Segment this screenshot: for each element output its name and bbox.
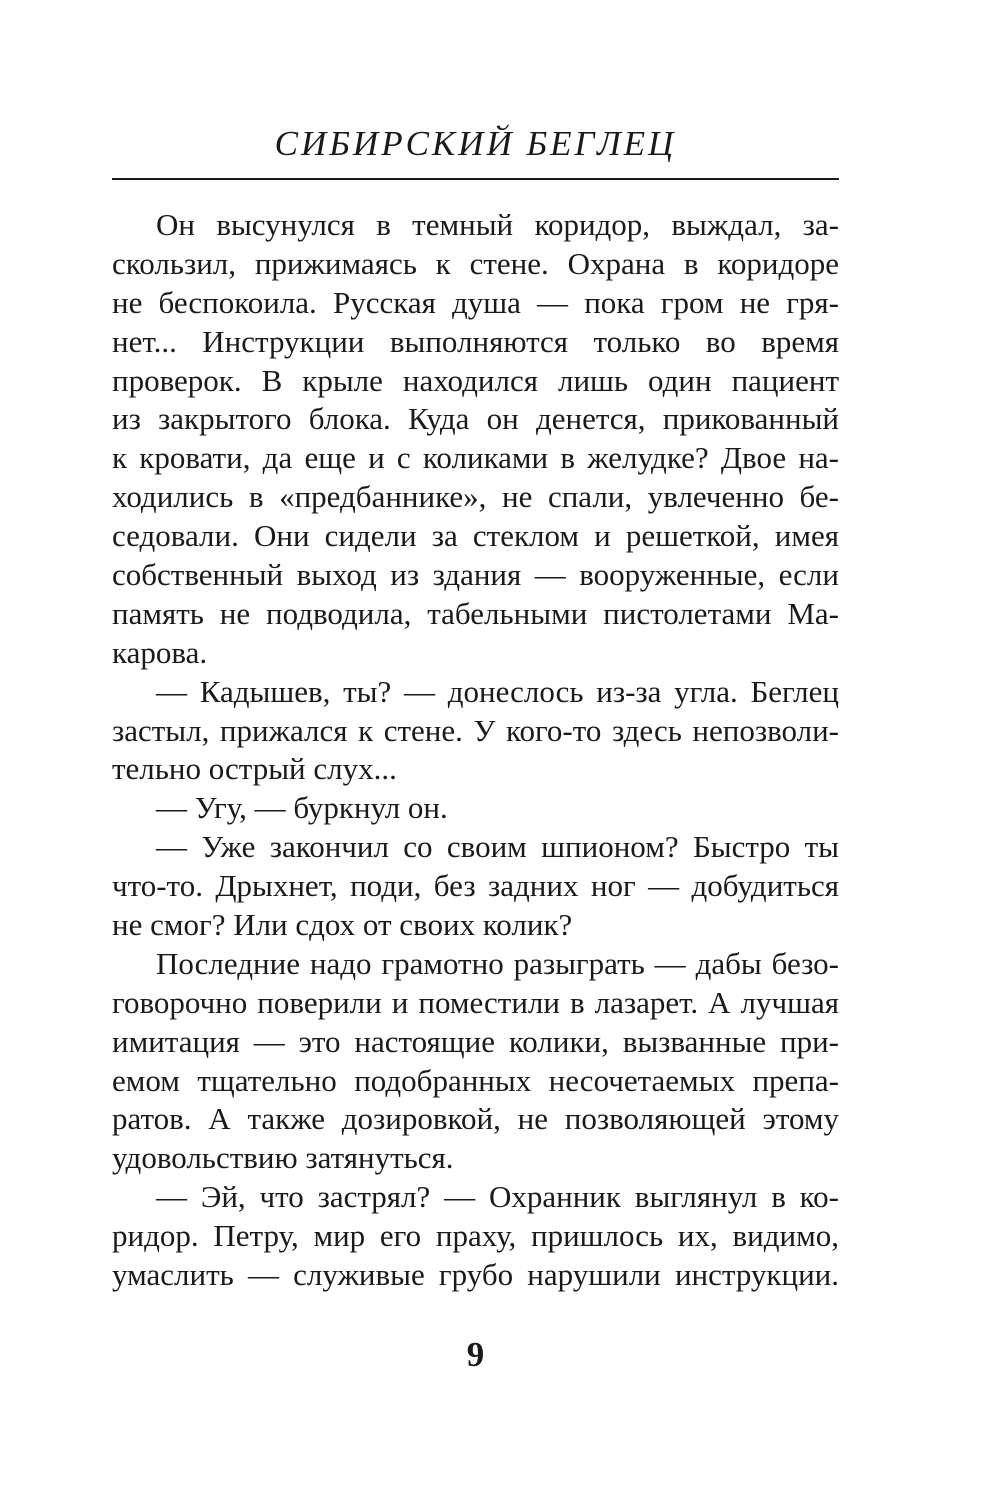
- page-number: 9: [466, 1335, 485, 1374]
- text-line: карова.: [112, 634, 208, 670]
- text-line: говорочно поверили и поместили в лазарет. А лучшая: [112, 984, 839, 1020]
- text-line: седовали. Они сидели за стеклом и решеткой, имея: [112, 518, 839, 554]
- text-line: емом тщательно подобранных несочетаемых препа-: [112, 1062, 839, 1098]
- text-line: проверок. В крыле находился лишь один пациент: [112, 362, 839, 398]
- text-line: нет... Инструкции выполняются только во время: [112, 323, 839, 359]
- text-line: Последние надо грамотно разыграть — дабы безо-: [156, 945, 839, 981]
- text-line: застыл, прижался к стене. У кого-то здесь непозволи-: [112, 712, 839, 748]
- text-line: — Угу, — буркнул он.: [156, 790, 448, 826]
- text-line: собственный выход из здания — вооруженные, если: [112, 557, 839, 593]
- text-line: память не подводила, табельными пистолетами Ма-: [112, 595, 839, 631]
- text-line: тельно острый слух...: [112, 751, 397, 787]
- body-text: [112, 206, 839, 1295]
- text-line: к кровати, да еще и с коликами в желудке? Двое на-: [112, 440, 839, 476]
- text-line: что-то. Дрыхнет, поди, без задних ног — добудиться: [112, 868, 839, 904]
- text-line: скользил, прижимаясь к стене. Охрана в коридоре: [112, 245, 839, 281]
- text-line: ратов. А также дозировкой, не позволяющей этому: [112, 1101, 839, 1137]
- text-line: — Уже закончил со своим шпионом? Быстро ты: [156, 829, 839, 865]
- text-line: имитация — это настоящие колики, вызванные при-: [112, 1023, 839, 1059]
- text-line: из закрытого блока. Куда он денется, прикованный: [112, 401, 839, 437]
- text-line: удовольствию затянуться.: [112, 1140, 454, 1176]
- header-rule: [112, 178, 839, 180]
- text-line: — Кадышев, ты? — донеслось из-за угла. Беглец: [156, 673, 839, 709]
- text-line: не беспокоила. Русская душа — пока гром не гря-: [112, 284, 839, 320]
- text-line: Он высунулся в темный коридор, выждал, за-: [156, 207, 839, 242]
- text-line: — Эй, что застрял? — Охранник выглянул в ко-: [156, 1179, 839, 1215]
- text-line: ридор. Петру, мир его праху, пришлось их, видимо,: [112, 1218, 839, 1254]
- running-head-title: СИБИРСКИЙ БЕГЛЕЦ: [274, 124, 677, 163]
- text-line: ходились в «предбаннике», не спали, увлеченно бе-: [112, 479, 839, 515]
- text-line: умаслить — служивые грубо нарушили инструкции.: [112, 1257, 839, 1293]
- text-line: не смог? Или сдох от своих колик?: [112, 907, 573, 943]
